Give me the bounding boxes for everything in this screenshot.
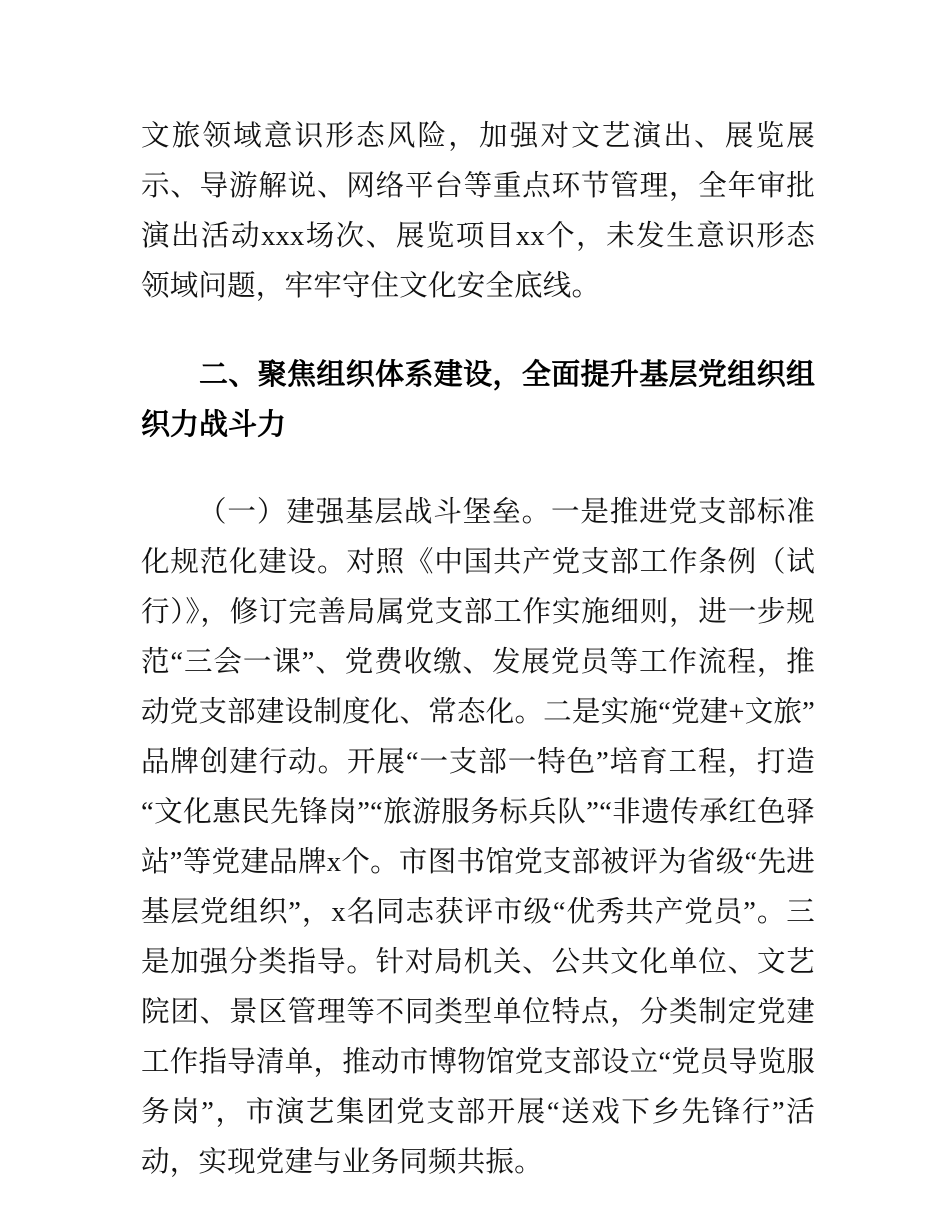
- paragraph-spacer: [141, 312, 815, 350]
- text-column: [141, 112, 815, 1188]
- paragraph-one: （一）建强基层战斗堡垒。一是推进党支部标准化规范化建设。对照《中国共产党支部工作条例（试行）》，修订完善局属党支部工作实施细则，进一步规范“三会一课”、党费收缴、发展党员等工作流程，推动党支部建设制度化、常态化。二是实施“党建+文旅”品牌创建行动。开展“一支部一特色”培育工程，打造“文化惠民先锋岗”“旅游服务标兵队”“非遗传承红色驿站”等党建品牌x个。市图书馆党支部被评为省级“先进基层党组织”，x名同志获评市级“优秀共产党员”。三是加强分类指导。针对局机关、公共文化单位、文艺院团、景区管理等不同类型单位特点，分类制定党建工作指导清单，推动市博物馆党支部设立“党员导览服务岗”，市演艺集团党支部开展“送戏下乡先锋行”活动，实现党建与业务同频共振。: [141, 497, 815, 1178]
- paragraph-continued: 文旅领域意识形态风险，加强对文艺演出、展览展示、导游解说、网络平台等重点环节管理，全年审批演出活动xxx场次、展览项目xx个，未发生意识形态领域问题，牢牢守住文化安全底线。: [141, 121, 815, 302]
- heading-spacer: [141, 450, 815, 488]
- section-heading-two: 二、聚焦组织体系建设，全面提升基层党组织组织力战斗力: [141, 359, 815, 441]
